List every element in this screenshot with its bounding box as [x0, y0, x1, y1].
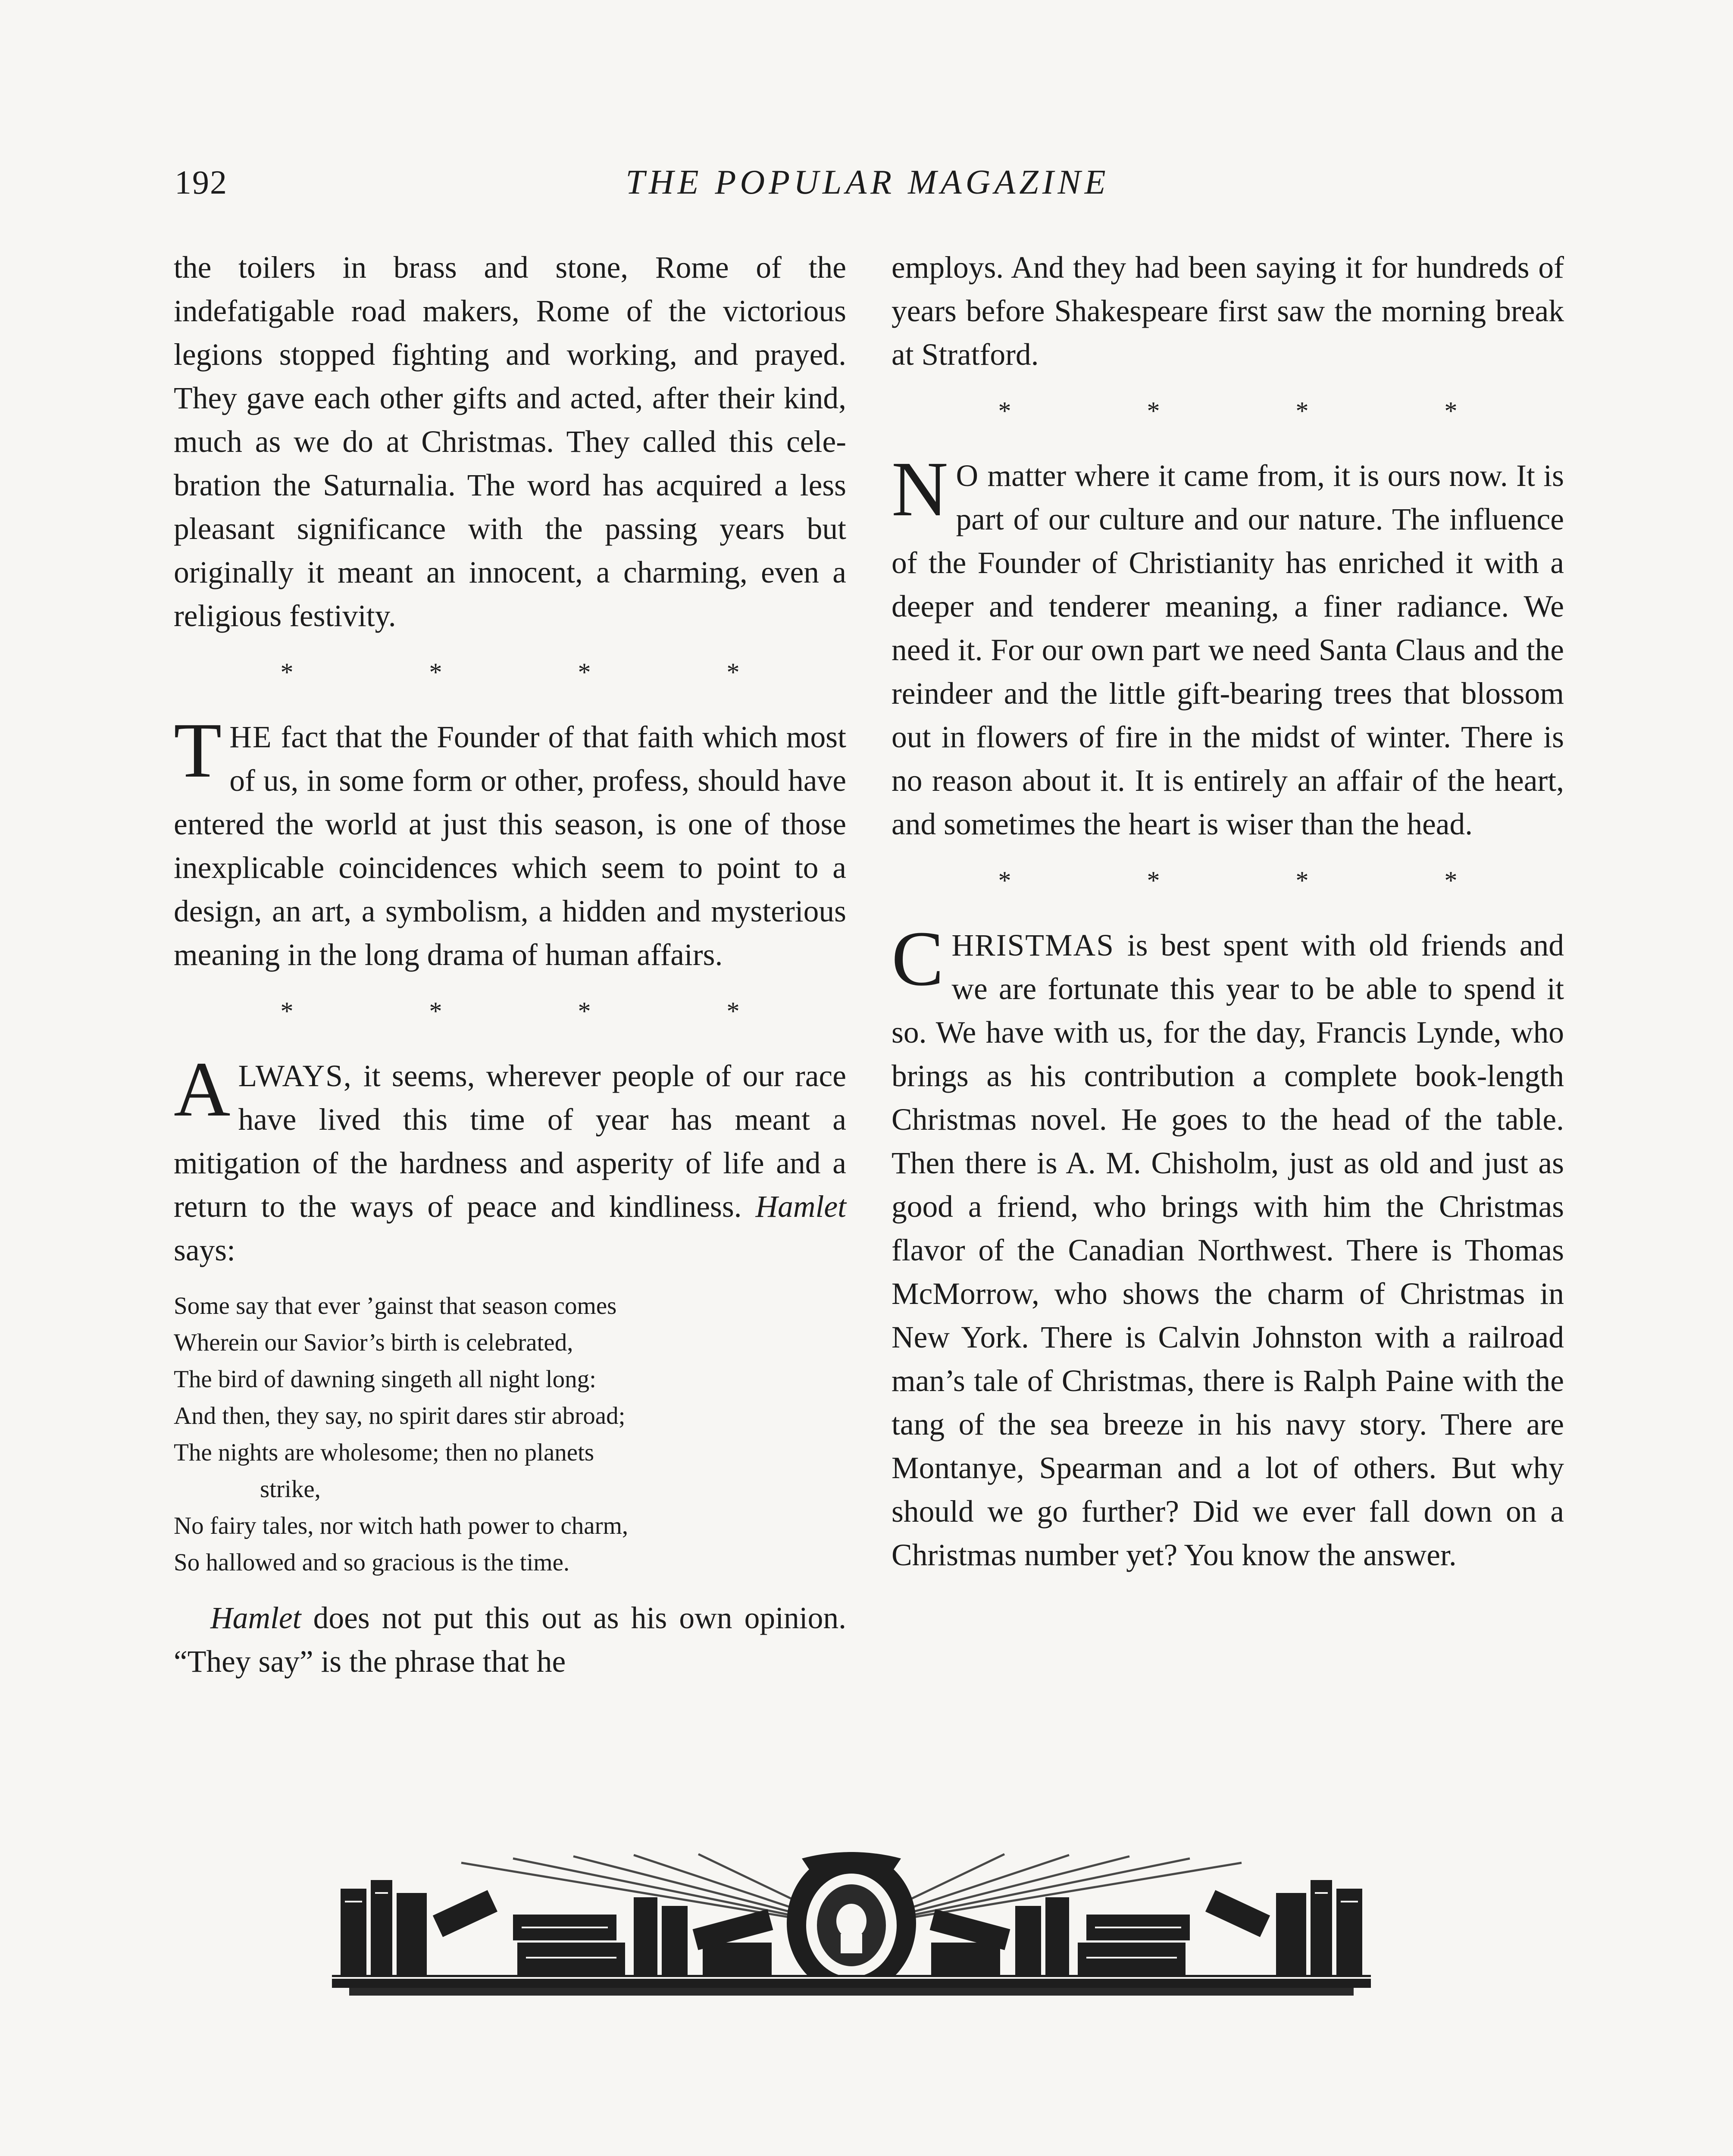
- drop-cap: N: [892, 446, 948, 533]
- section-separator: * * * *: [998, 866, 1522, 895]
- section-separator: * * * *: [280, 997, 804, 1025]
- paragraph-text-end: says:: [174, 1233, 235, 1267]
- drop-cap: A: [174, 1046, 231, 1133]
- paragraph-text: matter where it came from, it is ours now. It is part of our culture and our nature. The influence of the Founder of Christianity has enriched it with a deeper and tenderer meaning, a finer radiance. We need it. For our own part we need Santa Claus and the reindeer and the little gift-bearing trees that blossom out in flowers of fire in the midst of winter. There is no reason about it. It is entirely an affair of the heart, and sometimes the heart is wiser than the head.: [892, 459, 1564, 841]
- lead-in-caps: O: [956, 459, 979, 493]
- paragraph-christmas: [892, 915, 1564, 1577]
- verse-line: The bird of dawning singeth all night long:: [174, 1366, 596, 1393]
- paragraph-employs: employs. And they had been saying it for hundreds of years before Shakespeare first saw the morning break at Stratford.: [892, 251, 1564, 372]
- drop-cap: T: [174, 707, 222, 794]
- italic-title: Hamlet: [755, 1190, 846, 1224]
- hamlet-quotation: [174, 1288, 846, 1581]
- verse-line-continuation: strike,: [260, 1476, 321, 1503]
- paragraph-text: it seems, wherever people of our race have lived this time of year has meant a mitigation of the hardness and asperity of life and a return to the ways of peace and kindliness.: [174, 1059, 846, 1224]
- lead-in-caps: HRISTMAS: [951, 928, 1114, 962]
- paragraph-text: does not put this out as his own opinion. “They say” is the phrase that he: [174, 1601, 846, 1679]
- paragraph-founder: [174, 707, 846, 977]
- verse-line: Wherein our Savior’s birth is celebrated,: [174, 1329, 573, 1356]
- bookshelf-ornament-icon: [332, 1850, 1371, 2005]
- section-separator: * * * *: [998, 397, 1522, 425]
- verse-line: And then, they say, no spirit dares stir abroad;: [174, 1402, 626, 1429]
- drop-cap: C: [892, 915, 944, 1002]
- running-title: THE POPULAR MAGAZINE: [626, 163, 1110, 201]
- italic-title: Hamlet: [210, 1601, 301, 1635]
- verse-line: So hallowed and so gracious is the time.: [174, 1549, 570, 1576]
- page-header: [175, 163, 1561, 215]
- lead-in-caps: HE: [229, 720, 272, 754]
- paragraph-no-matter: [892, 446, 1564, 846]
- left-column: [174, 246, 846, 1683]
- paragraph-hamlet-opinion: [174, 1596, 846, 1683]
- section-separator: * * * *: [280, 658, 804, 686]
- paragraph-text: is best spent with old friends and we are fortunate this year to be able to spend it so. We have with us, for the day, Francis Lynde, who brings as his contribution a complete book-length Christmas novel. He goes to the head of the table. Then there is A. M. Chisholm, just as old and just as good a friend, who brings with him the Christmas flavor of the Canadian Northwest. There is Thomas McMorrow, who shows the charm of Christmas in New York. There is Calvin Johnston with a railroad man’s tale of Christmas, there is Ralph Paine with the tang of the sea breeze in his navy story. There are Montanye, Spearman and a lot of others. But why should we go further? Did we ever fall down on a Christmas number yet? You know the answer.: [892, 928, 1564, 1572]
- verse-line: The nights are wholesome; then no planets: [174, 1439, 594, 1466]
- paragraph-always: [174, 1046, 846, 1272]
- right-column: [892, 246, 1564, 1577]
- paragraph-text: fact that the Founder of that faith which most of us, in some form or other, profess, should have entered the world at just this season, is one of those inexplicable coincidences which seem to point to a design, an art, a symbolism, a hidden and mysterious meaning in the long drama of human affairs.: [174, 720, 846, 972]
- verse-line: No fairy tales, nor witch hath power to charm,: [174, 1512, 629, 1539]
- lead-in-caps: LWAYS,: [238, 1059, 352, 1093]
- verse-line: Some say that ever ’gainst that season comes: [174, 1292, 617, 1319]
- page-number: 192: [175, 163, 228, 201]
- paragraph-saturnalia: the toilers in brass and stone, Rome of the indefatigable road makers, Rome of the victorious legions stopped fighting and working, and prayed. They gave each other gifts and acted, after their kind, much as we do at Christmas. They called this celebration the Saturnalia. The word has acquired a less pleasant significance with the passing years but originally it meant an innocent, a charming, even a religious festivity.: [174, 251, 846, 633]
